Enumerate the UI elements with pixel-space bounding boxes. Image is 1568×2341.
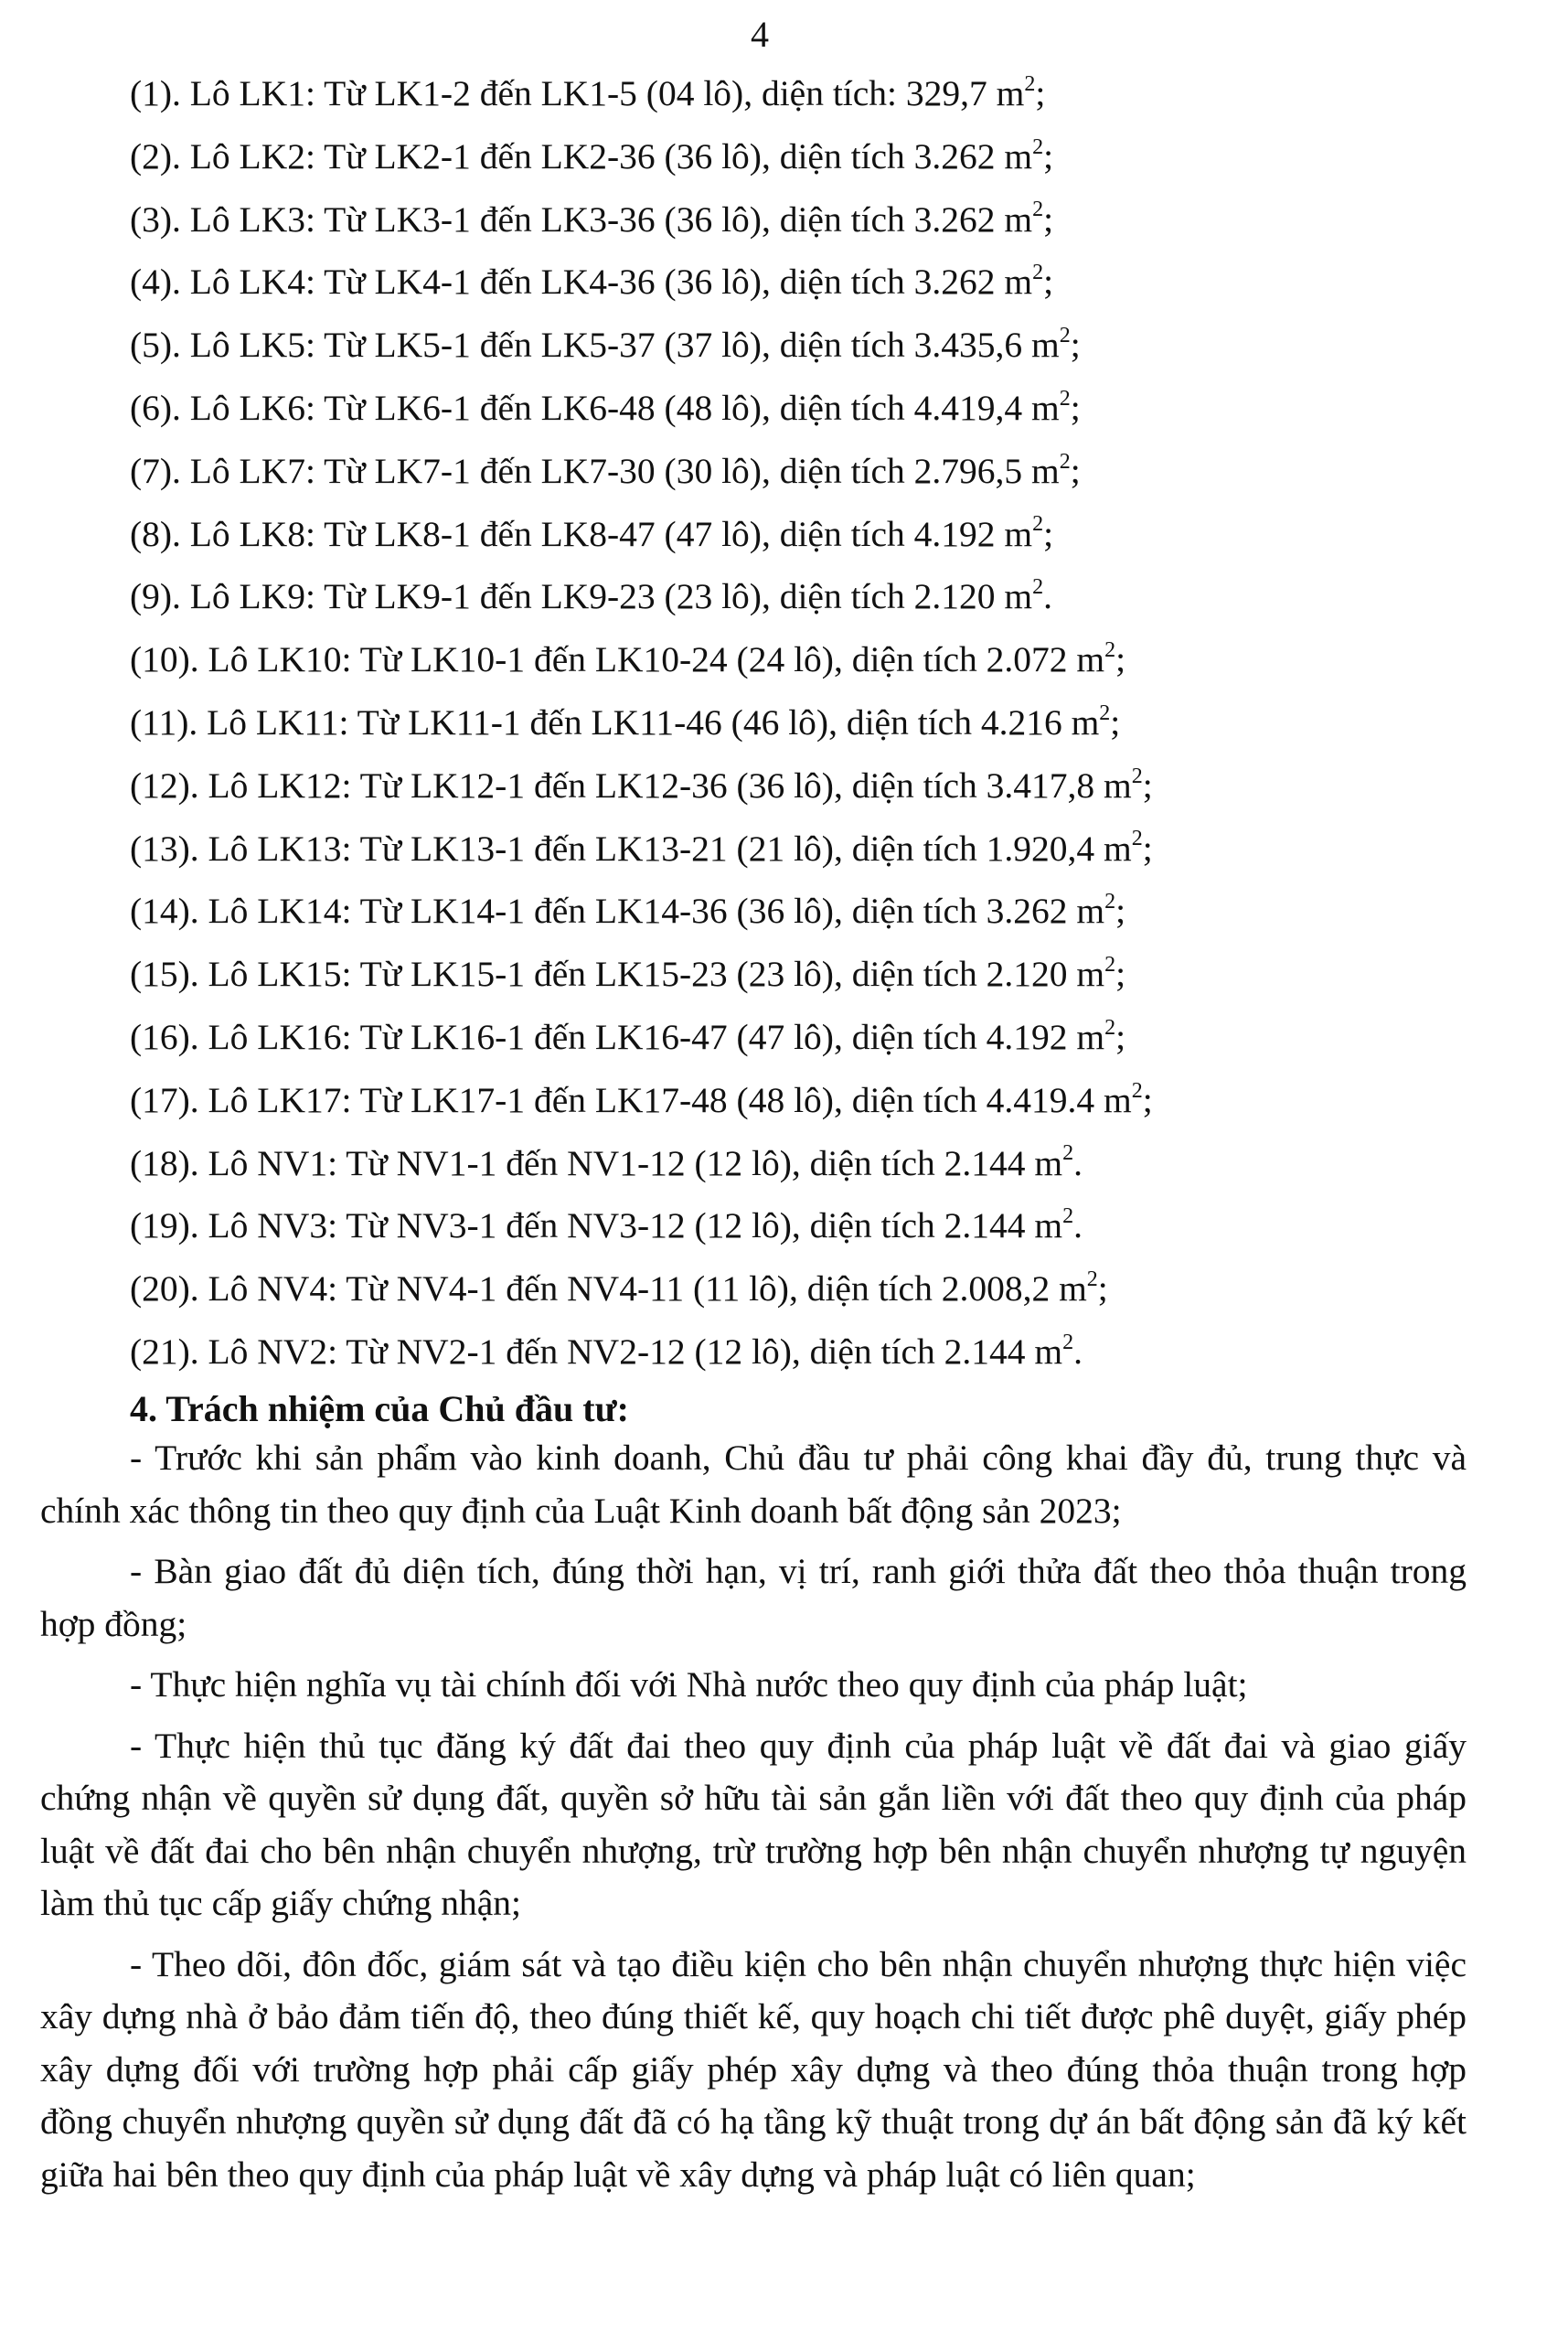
paragraph: - Thực hiện thủ tục đăng ký đất đai theo quy định của pháp luật về đất đai và giao giấy chứng nhận về quyền sử dụng đất, quyền sở hữu tài sản gắn liền với đất theo quy định của pháp luật về đất đai cho bên nhận chuyển nhượng, trừ trường hợp bên nhận chuyển nhượng tự nguyện làm thủ tục cấp giấy chứng nhận;: [40, 1725, 1467, 1923]
list-item: (8). Lô LK8: Từ LK8-1 đến LK8-47 (47 lô), diện tích 4.192 $m^2$;: [130, 512, 1054, 554]
paragraph: - Trước khi sản phẩm vào kinh doanh, Chủ đầu tư phải công khai đầy đủ, trung thực và chính xác thông tin theo quy định của Luật Kinh doanh bất động sản 2023;: [40, 1438, 1467, 1531]
list-item: (7). Lô LK7: Từ LK7-1 đến LK7-30 (30 lô), diện tích 2.796,5 $m^2$;: [130, 449, 1081, 491]
list-item: (2). Lô LK2: Từ LK2-1 đến LK2-36 (36 lô), diện tích 3.262 $m^2$;: [130, 134, 1054, 176]
list-item: (5). Lô LK5: Từ LK5-1 đến LK5-37 (37 lô), diện tích 3.435,6 $m^2$;: [130, 324, 1081, 366]
list-item: (3). Lô LK3: Từ LK3-1 đến LK3-36 (36 lô), diện tích 3.262 $m^2$;: [130, 198, 1054, 240]
list-item: (9). Lô LK9: Từ LK9-1 đến LK9-23 (23 lô), diện tích 2.120 $m^2$.: [130, 575, 1053, 617]
list-item: (17). Lô LK17: Từ LK17-1 đến LK17-48 (48 lô), diện tích 4.419.4 $m^2$;: [130, 1078, 1153, 1120]
list-item: (15). Lô LK15: Từ LK15-1 đến LK15-23 (23 lô), diện tích 2.120 $m^2$;: [130, 953, 1126, 995]
list-item: (20). Lô NV4: Từ NV4-1 đến NV4-11 (11 lô), diện tích 2.008,2 $m^2$;: [130, 1267, 1108, 1309]
paragraph: - Bàn giao đất đủ diện tích, đúng thời hạn, vị trí, ranh giới thửa đất theo thỏa thuận trong hợp đồng;: [40, 1551, 1467, 1644]
page-number: 4: [751, 14, 769, 55]
list-item: (13). Lô LK13: Từ LK13-1 đến LK13-21 (21 lô), diện tích 1.920,4 $m^2$;: [130, 827, 1153, 869]
list-item: (21). Lô NV2: Từ NV2-1 đến NV2-12 (12 lô), diện tích 2.144 $m^2$.: [130, 1330, 1083, 1372]
list-item: (12). Lô LK12: Từ LK12-1 đến LK12-36 (36 lô), diện tích 3.417,8 $m^2$;: [130, 764, 1153, 806]
list-item: (1). Lô LK1: Từ LK1-2 đến LK1-5 (04 lô), diện tích: 329,7 $m^2$;: [130, 71, 1046, 113]
section-heading: 4. Trách nhiệm của Chủ đầu tư:: [130, 1388, 629, 1429]
list-item: (16). Lô LK16: Từ LK16-1 đến LK16-47 (47 lô), diện tích 4.192 $m^2$;: [130, 1015, 1126, 1057]
list-item: (18). Lô NV1: Từ NV1-1 đến NV1-12 (12 lô), diện tích 2.144 $m^2$.: [130, 1141, 1083, 1183]
lot-list: [130, 62, 1483, 1384]
responsibilities-list: [40, 1432, 1467, 2209]
list-item: (14). Lô LK14: Từ LK14-1 đến LK14-36 (36 lô), diện tích 3.262 $m^2$;: [130, 890, 1126, 932]
paragraph: - Theo dõi, đôn đốc, giám sát và tạo điều kiện cho bên nhận chuyển nhượng thực hiện việc xây dựng nhà ở bảo đảm tiến độ, theo đúng thiết kế, quy hoạch chi tiết được phê duyệt, giấy phép xây dựng đối với trường hợp phải cấp giấy phép xây dựng và theo đúng thỏa thuận trong hợp đồng chuyển nhượng quyền sử dụng đất đã có hạ tầng kỹ thuật trong dự án bất động sản đã ký kết giữa hai bên theo quy định của pháp luật về xây dựng và pháp luật có liên quan;: [40, 1943, 1467, 2195]
paragraph: - Thực hiện nghĩa vụ tài chính đối với Nhà nước theo quy định của pháp luật;: [130, 1664, 1248, 1705]
list-item: (6). Lô LK6: Từ LK6-1 đến LK6-48 (48 lô), diện tích 4.419,4 $m^2$;: [130, 386, 1081, 428]
list-item: (10). Lô LK10: Từ LK10-1 đến LK10-24 (24 lô), diện tích 2.072 $m^2$;: [130, 638, 1126, 680]
list-item: (19). Lô NV3: Từ NV3-1 đến NV3-12 (12 lô), diện tích 2.144 $m^2$.: [130, 1204, 1083, 1246]
list-item: (4). Lô LK4: Từ LK4-1 đến LK4-36 (36 lô), diện tích 3.262 $m^2$;: [130, 261, 1054, 303]
list-item: (11). Lô LK11: Từ LK11-1 đến LK11-46 (46 lô), diện tích 4.216 $m^2$;: [130, 700, 1121, 743]
